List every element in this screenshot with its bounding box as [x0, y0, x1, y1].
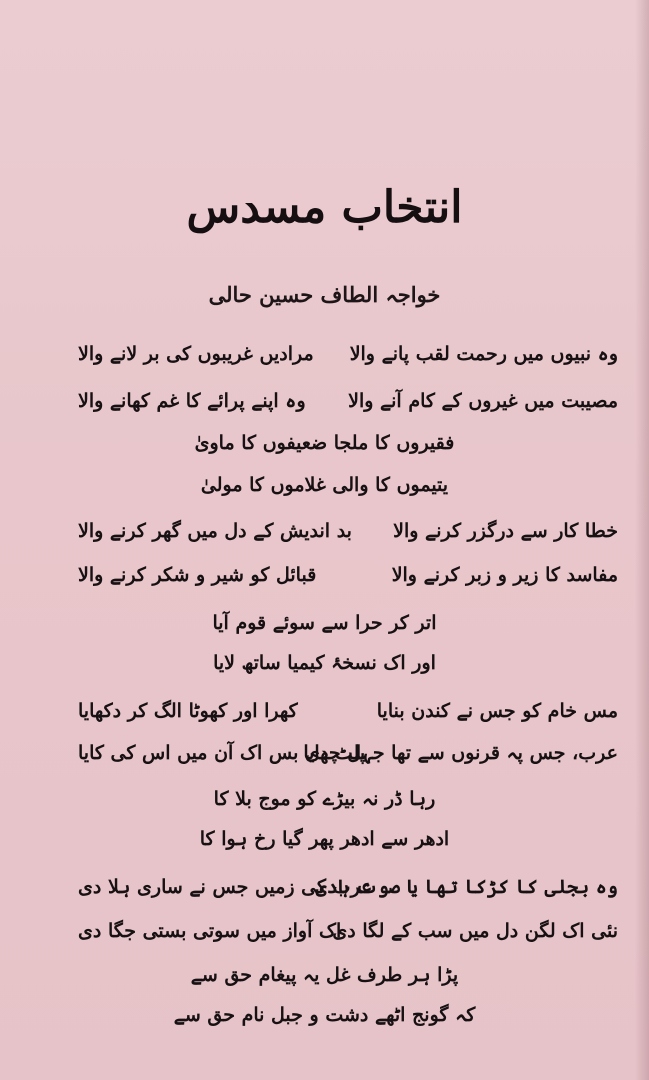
- hemistich-second: وہ اپنے پرائے کا غم کھانے والا: [78, 390, 306, 412]
- refrain-line: اور اک نسخۂ کیمیا ساتھ لایا: [213, 652, 436, 674]
- refrain-line: اتر کر حرا سے سوئے قوم آیا: [212, 612, 437, 634]
- hemistich-second: مرادیں غریبوں کی بر لانے والا: [78, 343, 314, 365]
- hemistich-first: نئی اک لگن دل میں سب کے لگا دی: [332, 920, 618, 942]
- hemistich-second: بد اندیش کے دل میں گھر کرنے والا: [78, 520, 352, 542]
- hemistich-first: مصیبت میں غیروں کے کام آنے والا: [348, 390, 618, 412]
- refrain-line: پڑا ہر طرف غل یہ پیغام حق سے: [190, 964, 459, 986]
- hemistich-first: وہ نبیوں میں رحمت لقب پانے والا: [349, 343, 618, 365]
- hemistich-second: پلٹ دی بس اک آن میں اس کی کایا: [78, 742, 366, 764]
- poet-name: خواجہ الطاف حسین حالی: [208, 282, 441, 307]
- hemistich-second: قبائل کو شیر و شکر کرنے والا: [78, 564, 317, 586]
- refrain-line: کہ گونج اٹھے دشت و جبل نام حق سے: [173, 1004, 476, 1026]
- hemistich-first: مس خام کو جس نے کندن بنایا: [376, 700, 618, 722]
- page-edge-shadow: [635, 0, 649, 1080]
- refrain-line: رہا ڈر نہ بیڑے کو موج بلا کا: [213, 788, 436, 810]
- hemistich-first: عرب، جس پہ قرنوں سے تھا جہل چھایا: [303, 742, 618, 764]
- hemistich-first: خطا کار سے درگزر کرنے والا: [393, 520, 618, 542]
- hemistich-second: اک آواز میں سوتی بستی جگا دی: [78, 920, 342, 942]
- refrain-line: فقیروں کا ملجا ضعیفوں کا ماویٰ: [194, 432, 455, 454]
- refrain-line: ادھر سے ادھر پھر گیا رخ ہوا کا: [199, 828, 450, 850]
- poem-title: انتخاب مسدس: [186, 182, 463, 233]
- hemistich-second: کھرا اور کھوٹا الگ کر دکھایا: [78, 700, 298, 722]
- hemistich-first: وہ بجلی کا کڑکا تھا یا صوت ہادی: [315, 876, 618, 898]
- bleed-through-text: [80, 68, 600, 88]
- refrain-line: یتیموں کا والی غلاموں کا مولیٰ: [200, 474, 449, 496]
- hemistich-second: عرب کی زمیں جس نے ساری ہلا دی: [78, 876, 373, 898]
- hemistich-first: مفاسد کا زیر و زبر کرنے والا: [391, 564, 618, 586]
